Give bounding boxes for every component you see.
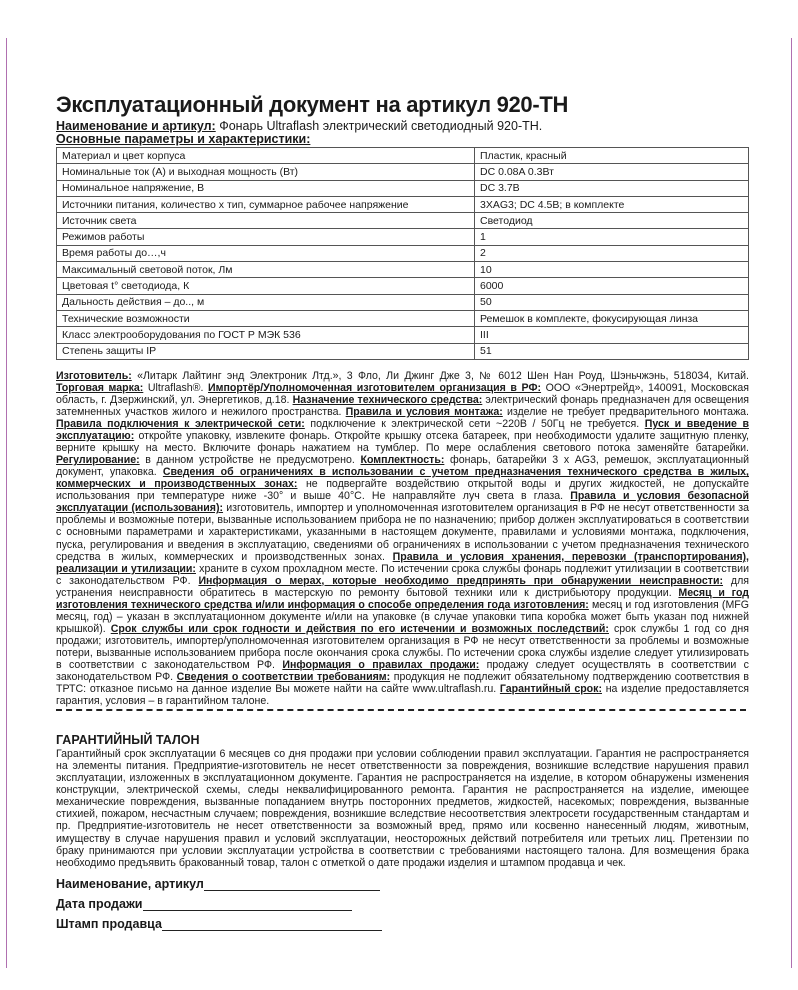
field-product-name-line[interactable]: [204, 878, 380, 891]
param-name: Режимов работы: [57, 229, 475, 245]
param-value: 50: [475, 294, 749, 310]
section-text: в данном устройстве не предусмотрено.: [139, 454, 361, 467]
section-heading: Срок службы или срок годности и действия по его истечении и возможных последствий:: [110, 622, 609, 635]
param-value: Пластик, красный: [475, 148, 749, 164]
product-name-label: Наименование и артикул:: [56, 119, 216, 133]
param-name: Цветовая t° светодиода, К: [57, 278, 475, 294]
field-product-name: [56, 877, 754, 891]
section-text: не подвергайте воздействию открытой воды и других жидкостей, не допускайте использования при температуре ниже -30° и выше 40°С. Не направляйте луч света в глаза.: [56, 478, 749, 503]
section-text: фонарь, батарейки 3 х AG3, ремешок, эксплуатационный документ, упаковка.: [56, 454, 750, 479]
param-name: Степень защиты IP: [57, 343, 475, 359]
product-name: [56, 119, 754, 133]
section-heading: Гарантийный срок:: [499, 683, 602, 696]
field-seller-stamp: [56, 917, 754, 931]
section-heading: Назначение технического средства:: [292, 393, 483, 406]
section-heading: Регулирование:: [56, 454, 140, 467]
field-seller-stamp-label: Штамп продавца: [56, 916, 162, 931]
section-text: месяц и год изготовления (MFG месяц, год) – указан в эксплуатационном документе и/или на упаковке (в случае упаковки типа коробка может быть указан под нижней крышкой).: [56, 598, 749, 635]
param-row: [57, 310, 749, 326]
section-heading: Информация о правилах продажи:: [282, 658, 480, 671]
param-name: Номинальное напряжение, В: [57, 180, 475, 196]
cut-line: [56, 709, 746, 717]
param-value: 6000: [475, 278, 749, 294]
param-row: [57, 327, 749, 343]
section-heading: Правила и условия монтажа:: [345, 406, 503, 418]
section-heading: Правила и условия хранения, перевозки (транспортирования), реализации и утилизации:: [56, 550, 749, 575]
param-name: Материал и цвет корпуса: [57, 148, 475, 164]
param-name: Источники питания, количество х тип, суммарное рабочее напряжение: [57, 196, 475, 212]
doc-title: Эксплуатационный документ на артикул 920-ТН: [56, 92, 569, 117]
product-name-value: Фонарь Ultraflash электрический светодиодный 920-ТН.: [215, 119, 543, 133]
section-heading: Сведения об ограничениях в использовании с учетом предназначения технического средства в жилых, коммерческих и производственных зонах:: [56, 466, 749, 491]
param-name: Источник света: [57, 213, 475, 229]
param-row: [57, 278, 749, 294]
guarantee-text: Гарантийный срок эксплуатации 6 месяцев со дня продажи при условии соблюдении правил эксплуатации. Гарантия не распространяется на элементы питания. Предприятие-изготовитель не несет ответственности за повреждения, возникшие вследствие нарушения правил эксплуатации, изложенных в эксплуатационном документе. Гарантия не распространяется на изделие, в котором обнаружены изменения конструкции, электрической схемы, следы неквалифицированного ремонта. Гарантия не распространяется на изделие, имеющее механические повреждения, вызванные попаданием внутрь посторонних предметов, жидкостей, насекомых; повреждения, вызванные стихией, пожаром, несчастным случаем; повреждения, возникшие вследствие несоответствия электросети государственным стандартам и пр. Предприятие-изготовитель не несет ответственности за возможный вред, прямо или косвенно нанесенный людям, животным, имуществу в случае нарушения правил и условий эксплуатации, неосторожных действий потребителя или третьих лиц. Претензии по браку принимаются при условии эксплуатации устройства в соответствии с требованиями настоящего талона. Для возмещения брака необходимо предъявить бракованный товар, талон с отметкой о дате продажи изделия и штампом продавца и чек.: [56, 748, 749, 869]
param-row: [57, 245, 749, 261]
section-text: продажу следует осуществлять в соответствии с законодательством РФ.: [56, 658, 749, 684]
param-name: Максимальный световой поток, Лм: [57, 262, 475, 278]
section-text: срок службы 1 год со дня продажи; изготовитель, импортер/уполномоченная изготовителем организация в РФ не несут ответственности за проблемы и возможные потери, вызванные использованием прибора после окончания срока службы. По истечении срока службы изделие следует утилизировать в соответствии с законодательством РФ.: [56, 622, 749, 671]
param-value: Ремешок в комплекте, фокусирующая линза: [475, 310, 749, 326]
section-text: на изделие предоставляется гарантия, условия – в гарантийном талоне.: [56, 683, 749, 708]
param-name: Дальность действия – до.., м: [57, 294, 475, 310]
section-heading: Сведения о соответствии требованиям:: [176, 671, 391, 684]
field-sale-date: [56, 897, 754, 911]
param-name: Номинальные ток (А) и выходная мощность (Вт): [57, 164, 475, 180]
field-seller-stamp-line[interactable]: [162, 918, 382, 931]
section-heading: Правила и условия безопасной эксплуатации (использования):: [56, 490, 749, 515]
params-table: [56, 147, 749, 360]
param-value: Светодиод: [475, 213, 749, 229]
field-sale-date-line[interactable]: [143, 898, 352, 911]
section-text: продукция не подлежит обязательному подтверждению соответствия в ТРТС: отказное письмо на данное изделие Вы можете найти на сайте www.ultraflash.ru.: [56, 671, 749, 696]
param-value: III: [475, 327, 749, 343]
section-text: ООО «Энертрейд», 140091, Московская область, г. Дзержинский, ул. Энергетиков, д.18.: [56, 381, 749, 406]
param-row: [57, 343, 749, 359]
section-text: изготовитель, импортер и уполномоченная изготовителем организация в РФ не несут ответственности за проблемы и возможные потери, вызванные использованием прибора не по назначению; прибор должен эксплуатироваться в соответствии с основными параметрами и характеристиками, указанными в настоящем документе, правилами и условиями монтажа, подключения, пуска, регулирования и введения в эксплуатацию, сведениями об ограничениях в использовании с учетом предназначения технического средства в жилых, коммерческих и производственных зонах.: [56, 502, 749, 563]
section-text: подключение к электрической сети ~220В / 50Гц не требуется.: [304, 418, 645, 431]
param-row: [57, 294, 749, 310]
section-heading: Информация о мерах, которые необходимо предпринять при обнаружении неисправности:: [198, 574, 724, 587]
param-value: DC 3.7В: [475, 180, 749, 196]
instructions-text: [56, 370, 749, 707]
document: [56, 92, 754, 931]
param-row: [57, 229, 749, 245]
params-heading: Основные параметры и характеристики:: [56, 132, 311, 146]
section-text: изделие не требует предварительного монтажа.: [502, 406, 749, 418]
param-value: 10: [475, 262, 749, 278]
field-sale-date-label: Дата продажи: [56, 896, 143, 911]
param-row: [57, 148, 749, 164]
param-name: Класс электрооборудования по ГОСТ Р МЭК 536: [57, 327, 475, 343]
guarantee-title: ГАРАНТИЙНЫЙ ТАЛОН: [56, 733, 200, 748]
section-heading: Изготовитель:: [56, 369, 132, 382]
param-value: DC 0.08A 0.3Вт: [475, 164, 749, 180]
section-heading: Правила подключения к электрической сети:: [56, 418, 305, 431]
param-row: [57, 164, 749, 180]
param-name: Время работы до…,ч: [57, 245, 475, 261]
section-heading: Пуск и введение в эксплуатацию:: [56, 418, 749, 443]
param-value: 1: [475, 229, 749, 245]
section-heading: Торговая марка:: [56, 381, 144, 394]
section-heading: Комплектность:: [360, 454, 445, 467]
param-row: [57, 196, 749, 212]
param-value: 3XAG3; DC 4.5В; в комплекте: [475, 196, 749, 212]
field-product-name-label: Наименование, артикул: [56, 876, 204, 891]
section-heading: Месяц и год изготовления технического средства и/или информация о способе определения года изготовления:: [56, 586, 749, 611]
section-text: электрический фонарь предназначен для освещения затемненных участков жилого и нежилого пространства.: [56, 393, 749, 418]
section-text: «Литарк Лайтинг энд Электроник Лтд.», 3 Фло, Ли Джинг Дже 3, № 6012 Шен Нан Роуд, Шэньчжэнь, 518034, Китай.: [131, 369, 749, 382]
param-value: 51: [475, 343, 749, 359]
param-row: [57, 262, 749, 278]
param-row: [57, 180, 749, 196]
section-text: откройте упаковку, извлеките фонарь. Откройте крышку отсека батареек, при необходимости удалите защитную пленку, верните крышку на место. Включите фонарь нажатием на тумблер. По мере ослабления светового потока заменяйте батарейки.: [56, 430, 749, 455]
param-row: [57, 213, 749, 229]
section-text: храните в сухом прохладном месте. По истечении срока службы фонарь подлежит утилизации в соответствии с законодательством РФ.: [56, 562, 749, 587]
section-heading: Импортёр/Уполномоченная изготовителем организация в РФ:: [208, 381, 542, 394]
param-name: Технические возможности: [57, 310, 475, 326]
param-value: 2: [475, 245, 749, 261]
section-text: Ultraflash®.: [143, 381, 208, 394]
section-text: для устранения неисправности обратитесь в мастерскую по ремонту бытовой техники или к дистрибьютору продукции.: [56, 574, 749, 599]
